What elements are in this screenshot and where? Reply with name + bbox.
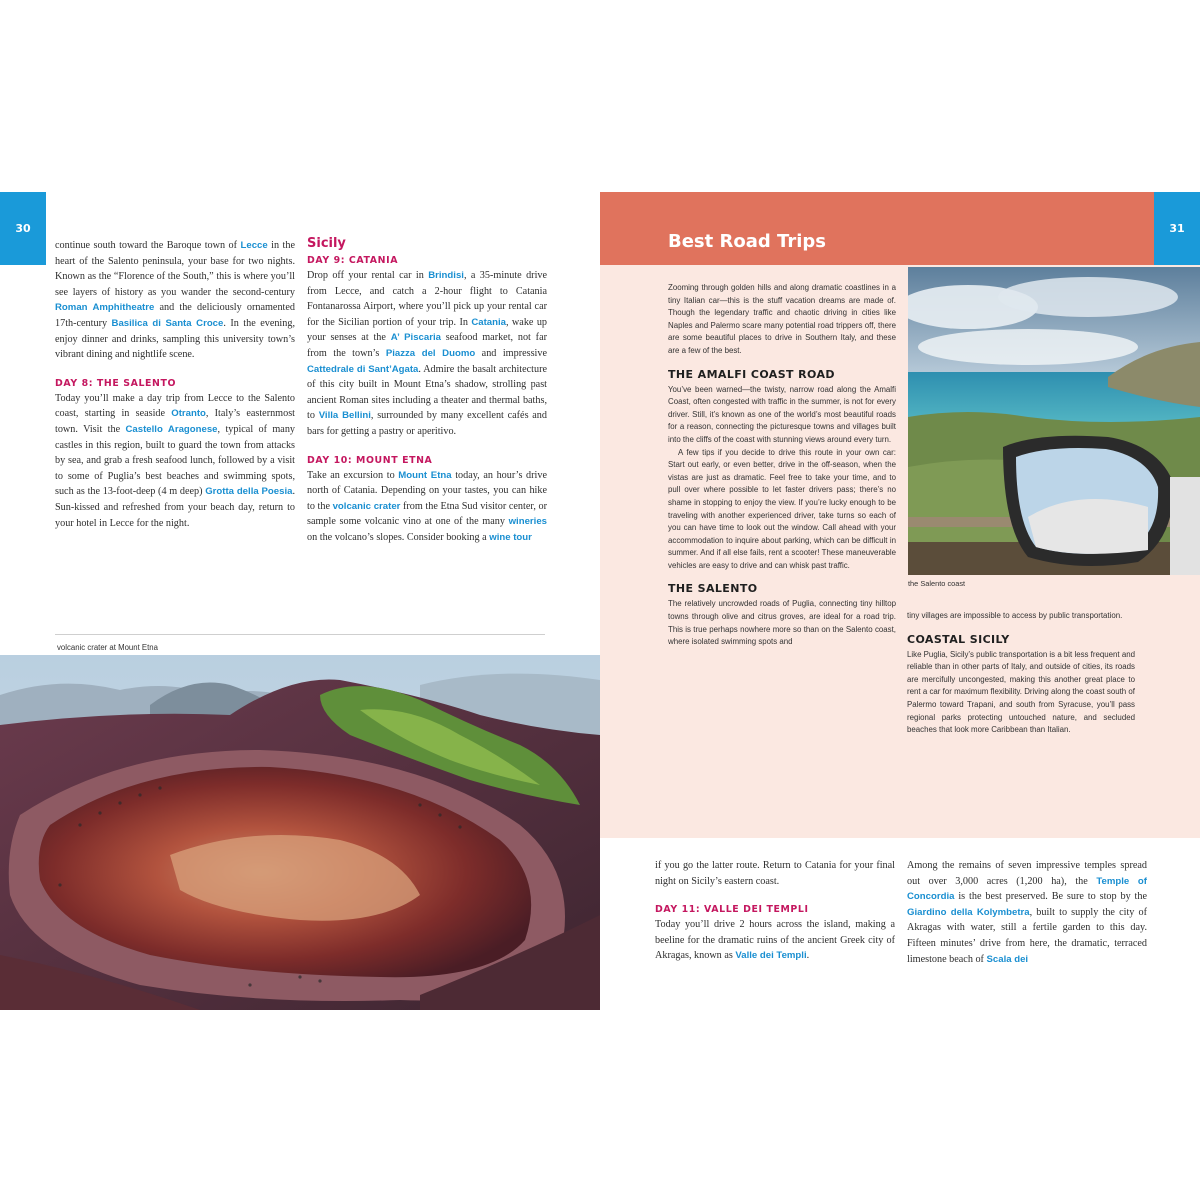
link-scala-dei[interactable]: Scala dei <box>986 953 1029 965</box>
region-heading-sicily: Sicily <box>307 236 346 251</box>
link-valle-dei-templi[interactable]: Valle dei Templi <box>735 950 807 962</box>
day8-heading: DAY 8: THE SALENTO <box>55 377 177 389</box>
day8-paragraph: Today you’ll make a day trip from Lecce to the Salento coast, starting in seaside Otranto, Italy’s easternmost town. Visit the Castello Aragonese, typical of many castles in this region, built to guard the town from attacks by sea, and grab a fresh seafood lunch, followed by a visit to some of Puglia’s best beaches and swimming spots, such as the 13-foot-deep (4 m deep) Grotta della Poesia. Sun-kissed and refreshed from your beach day, return to your hotel in Lecce for the night. <box>55 392 296 529</box>
link-temple-of-concordia[interactable]: Temple of Concordia <box>907 875 1147 903</box>
page-number-right: 31 <box>1154 192 1200 265</box>
photo-caption-etna: volcanic crater at Mount Etna <box>57 643 158 652</box>
link-castello-aragonese[interactable]: Castello Aragonese <box>125 423 218 435</box>
link-otranto[interactable]: Otranto <box>171 408 206 420</box>
day10-paragraph: Take an excursion to Mount Etna today, an hour’s drive north of Catania. Depending on your tastes, you can hike to the volcanic crater from the Etna Sud visitor center, or sample some volcanic vino at one of the many wineries on the volcano’s slopes. Consider booking a wine tour <box>307 469 547 543</box>
link-catania[interactable]: Catania <box>471 316 506 328</box>
box-intro: Zooming through golden hills and along dramatic coastlines in a tiny Italian car—this is the stuff vacation dreams are made of. Though the legendary traffic and chaotic driving in cities like Naples and Palermo scare many potential road trippers off, there are some beautiful places to drive in Southern Italy, and these are a few of the best. <box>668 283 896 355</box>
link-roman-amphitheatre[interactable]: Roman Amphitheatre <box>55 302 155 314</box>
box-column-2 <box>907 610 1135 737</box>
link-a-piscaria[interactable]: A’ Piscaria <box>390 332 441 344</box>
link-villa-bellini[interactable]: Villa Bellini <box>318 410 371 422</box>
coastal-sicily-paragraph: Like Puglia, Sicily’s public transportation is a bit less frequent and reliable than in other parts of Italy, and outside of cities, its roads are mercifully uncongested, making this another great place to rent a car for maximum flexibility. Driving along the coast south of Palermo toward Trapani, and south from Syracuse, you’ll pass regional parks protecting untouched nature, and secluded beaches that look more Caribbean than Italian. <box>907 649 1135 735</box>
left-column-1 <box>55 238 295 531</box>
day10-heading: DAY 10: MOUNT ETNA <box>307 454 433 466</box>
link-volcanic-crater[interactable]: volcanic crater <box>332 500 401 512</box>
right-column-1 <box>655 858 895 964</box>
amalfi-heading: THE AMALFI COAST ROAD <box>668 367 835 381</box>
intro-paragraph: continue south toward the Baroque town of Lecce in the heart of the Salento peninsula, your base for two nights. Known as the “Florence of the South,” this is where you’ll see layers of history as you wander the second-century Roman Amphitheatre and the deliciously ornamented 17th-century Basilica di Santa Croce. In the evening, enjoy dinner and drinks, sampling this university town’s vibrant dining and nightlife scene. <box>55 240 296 361</box>
link-brindisi[interactable]: Brindisi <box>428 270 464 281</box>
link-wine-tour[interactable]: wine tour <box>489 531 532 543</box>
link-basilica-di-santa-croce[interactable]: Basilica di Santa Croce <box>111 317 224 329</box>
photo-caption-salento: the Salento coast <box>908 579 966 588</box>
link-wineries[interactable]: wineries <box>508 516 547 528</box>
salento-paragraph: The relatively uncrowded roads of Puglia, connecting tiny hilltop towns through olive and citrus groves, are ideal for a road trip. This is true perhaps nowhere more so than on the Salento coast, where isolated swimming spots and <box>668 599 896 647</box>
day9-paragraph: Drop off your rental car in Brindisi, a 35-minute drive from Lecce, and catch a 2-hour flight to Catania Fontanarossa Airport, where you’ll pick up your rental car for the Sicilian portion of your trip. In Catania, wake up your senses at the A’ Piscaria seafood market, not far from the town’s Piazza del Duomo and impressive Cattedrale di Sant’Agata. Admire the basalt architecture of this city built in Mount Etna’s shadow, strolling past ancient Roman sites including a theater and thermal baths, to Villa Bellini, surrounded by many excellent cafés and bars for getting a pastry or aperitivo. <box>307 270 548 437</box>
link-cattedrale-di-santagata[interactable]: Cattedrale di Sant’Agata <box>307 363 419 375</box>
link-lecce[interactable]: Lecce <box>240 240 268 251</box>
amalfi-paragraph-2: A few tips if you decide to drive this route in your own car: Start out early, or even better, drive in the off-season, when the vistas are just as dramatic. Feel free to take your time, and to pull over where possible to let faster drivers pass; there’s no shame in stopping to enjoy the view. If you’re lucky enough to be traveling with another experienced driver, take turns so each of you can have time to look out the window. Call ahead with your accommodation to inquire about parking, which can be difficult in summer. And if all else fails, rent a scooter! These maneuverable vehicles are easy to drive and can whisk past traffic. <box>668 447 896 570</box>
temples-paragraph: Among the remains of seven impressive temples spread out over 3,000 acres (1,200 ha), the Temple of Concordia is the best preserved. Be sure to stop by the Giardino della Kolymbetra, built to supply the city of Akragas with water, still a fertile garden to this day. Fifteen minutes’ drive from here, the dramatic, terraced limestone beach of Scala dei <box>907 860 1147 965</box>
salento-coast-illustration <box>908 267 1200 575</box>
day11-paragraph: Today you’ll drive 2 hours across the island, making a beeline for the dramatic ruins of the ancient Greek city of Akragas, known as Valle dei Templi. <box>655 919 895 962</box>
day11-heading: DAY 11: VALLE DEI TEMPLI <box>655 904 809 916</box>
link-giardino-della-kolymbetra[interactable]: Giardino della Kolymbetra <box>907 906 1030 918</box>
link-piazza-del-duomo[interactable]: Piazza del Duomo <box>385 347 476 359</box>
left-column-2 <box>307 236 547 546</box>
link-grotta-della-poesia[interactable]: Grotta della Poesia <box>205 486 293 498</box>
divider-rule <box>55 634 545 635</box>
salento-heading: THE SALENTO <box>668 582 758 596</box>
day9-heading: DAY 9: CATANIA <box>307 255 399 266</box>
etna-crater-photo <box>0 655 600 1010</box>
box-column-1 <box>668 282 896 649</box>
salento-continued: tiny villages are impossible to access by public transportation. <box>907 611 1123 620</box>
box-title: Best Road Trips <box>600 192 1154 265</box>
link-mount-etna[interactable]: Mount Etna <box>398 469 452 481</box>
etna-crater-illustration <box>0 655 600 1010</box>
right-column-2 <box>907 858 1147 967</box>
coastal-sicily-heading: COASTAL SICILY <box>907 632 1010 646</box>
amalfi-paragraph-1: You’ve been warned—the twisty, narrow road along the Amalfi Coast, often congested with traffic in the summer, is not for every driver. Still, it’s known as one of the world’s most beautiful roads for a reason, connecting the picturesque towns and villages built into the cliffs of the coast with stunning views around every turn. <box>668 384 896 444</box>
salento-coast-photo <box>908 267 1200 575</box>
page-number-left: 30 <box>0 192 46 265</box>
day10-continued: if you go the latter route. Return to Catania for your final night on Sicily’s eastern coast. <box>655 860 895 887</box>
